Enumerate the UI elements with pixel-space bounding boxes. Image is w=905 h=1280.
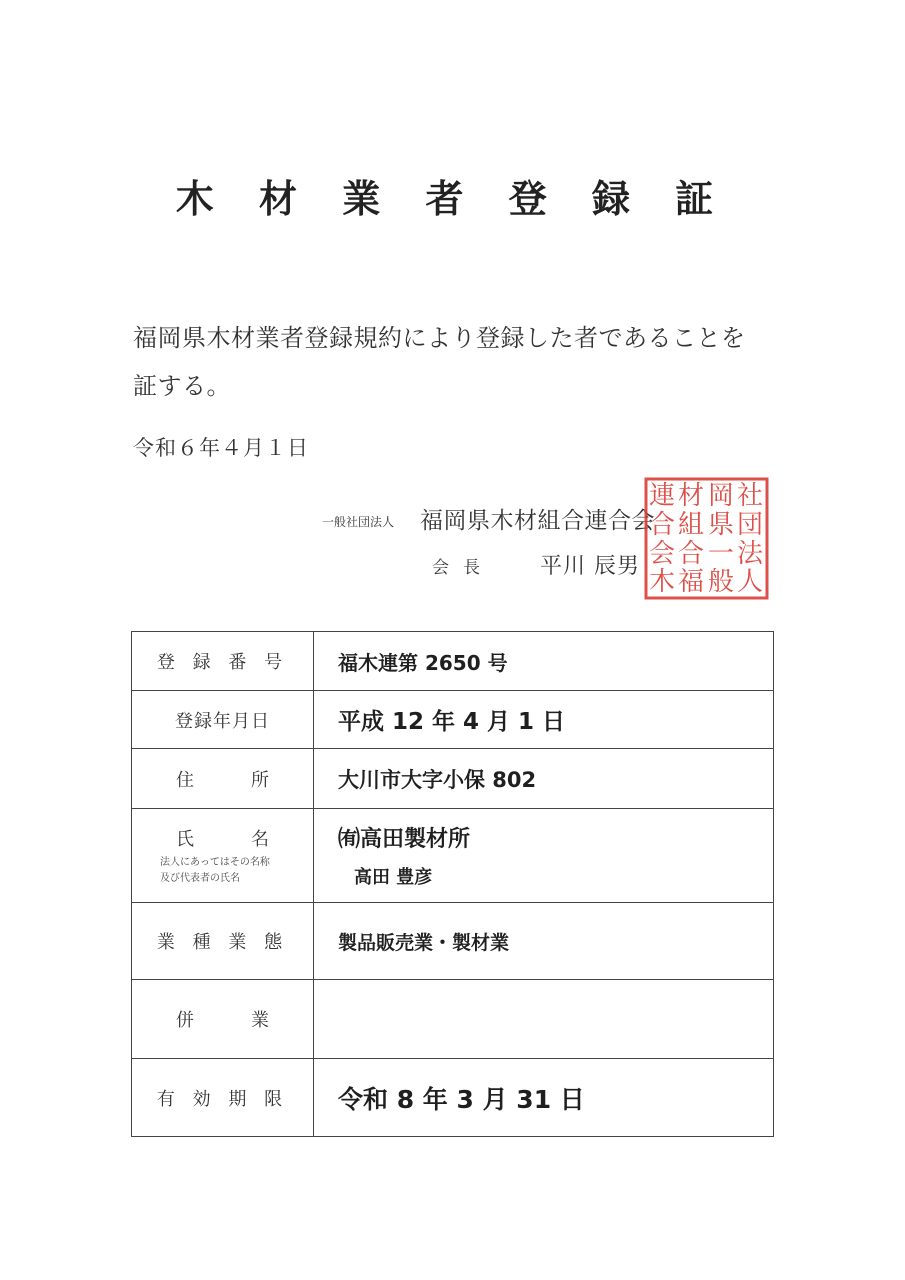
seal-character: 福 (677, 567, 705, 597)
table-row (132, 749, 774, 809)
address-value: 大川市大字小保 802 (314, 749, 774, 809)
official-seal (643, 476, 770, 601)
organization-name: 福岡県木材組合連合会 (420, 508, 655, 534)
table-row (132, 809, 774, 903)
organization-type: 一般社団法人 (322, 515, 395, 529)
side-business-value (314, 980, 774, 1059)
issue-date: 令和６年４月１日 (133, 436, 309, 460)
seal-character: 連 (648, 481, 676, 511)
seal-character: 法 (736, 539, 764, 569)
seal-character: 合 (648, 510, 676, 540)
seal-character: 材 (677, 481, 705, 511)
table-row (132, 1059, 774, 1137)
seal-character: 木 (648, 567, 676, 597)
expiry-label: 有 効 期 限 (132, 1059, 314, 1137)
name-label-note-2: 及び代表者の氏名 (160, 872, 240, 884)
business-type-label: 業 種 業 態 (132, 903, 314, 980)
side-business-label-char-2: 業 (251, 1010, 269, 1031)
seal-character: 団 (736, 510, 764, 540)
representative-name: 高田 豊彦 (354, 867, 433, 888)
name-label-char-2: 名 (251, 828, 269, 850)
business-type-value: 製品販売業・製材業 (314, 903, 774, 980)
seal-character: 般 (707, 567, 735, 597)
document-title: 木 材 業 者 登 録 証 (175, 177, 730, 221)
seal-character: 県 (707, 510, 735, 540)
name-label (132, 809, 314, 903)
address-label (132, 749, 314, 809)
president-label: 会長 (432, 558, 494, 578)
registration-number-label: 登 録 番 号 (132, 632, 314, 691)
seal-character: 会 (648, 539, 676, 569)
name-label-char-1: 氏 (176, 828, 194, 850)
seal-character: 一 (707, 539, 735, 569)
address-label-char-1: 住 (176, 769, 194, 791)
expiry-value: 令和 8 年 3 月 31 日 (314, 1059, 774, 1137)
seal-character: 岡 (707, 481, 735, 511)
table-row (132, 903, 774, 980)
name-value (314, 809, 774, 903)
registration-date-value: 平成 12 年 4 月 1 日 (314, 691, 774, 749)
president-name: 平川 辰男 (540, 554, 640, 579)
name-label-note-1: 法人にあってはその名称 (160, 856, 270, 868)
certification-text-line-1: 福岡県木材業者登録規約により登録した者であることを (133, 324, 746, 352)
registration-number-value: 福木連第 2650 号 (314, 632, 774, 691)
seal-character: 合 (677, 539, 705, 569)
registration-date-label: 登録年月日 (132, 691, 314, 749)
table-row (132, 632, 774, 691)
address-label-char-2: 所 (251, 769, 269, 791)
seal-character: 組 (677, 510, 705, 540)
side-business-label (132, 980, 314, 1059)
seal-character: 人 (736, 567, 764, 597)
side-business-label-char-1: 併 (176, 1010, 194, 1031)
seal-character: 社 (736, 481, 764, 511)
table-row (132, 980, 774, 1059)
certification-text-line-2: 証する。 (133, 372, 231, 400)
registration-table (131, 631, 774, 1137)
table-row (132, 691, 774, 749)
company-name: ㈲高田製材所 (338, 827, 471, 852)
